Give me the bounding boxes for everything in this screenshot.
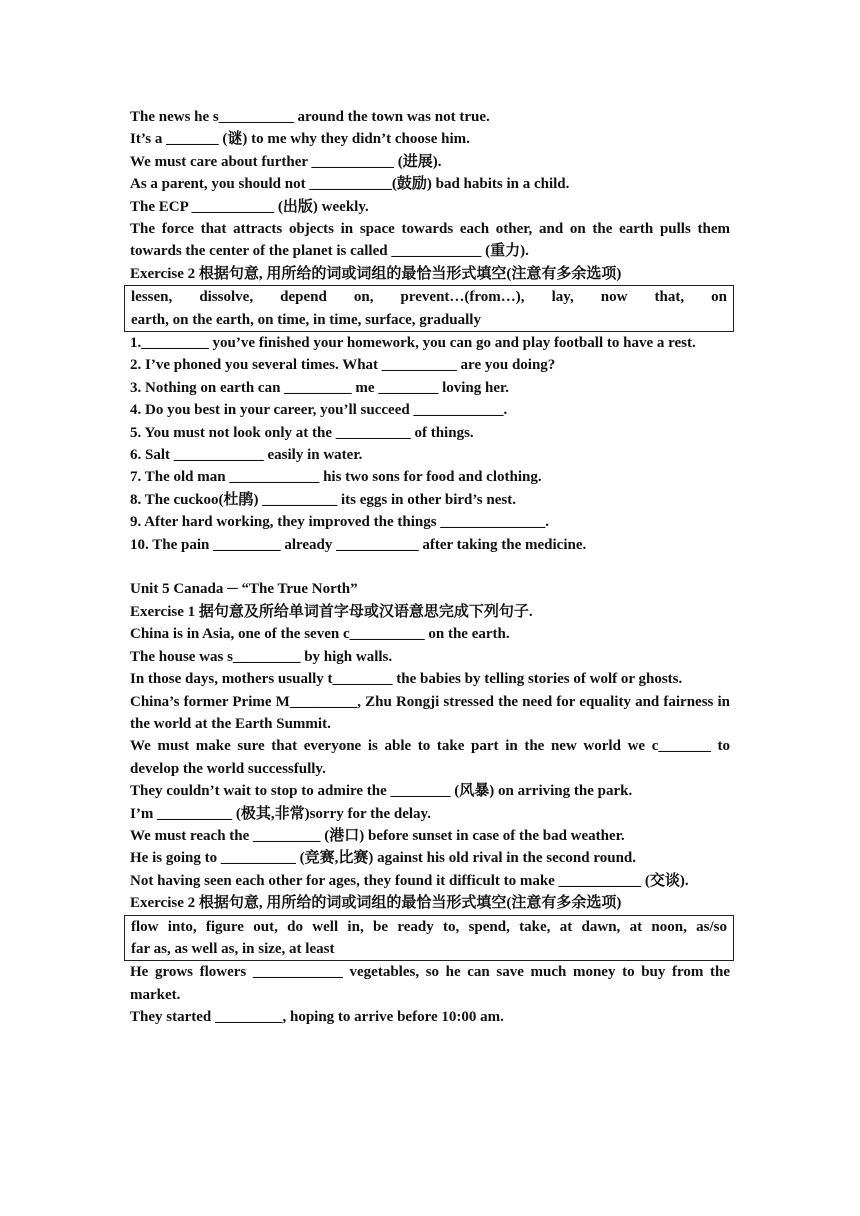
exercise-1-heading: Exercise 1 据句意及所给单词首字母或汉语意思完成下列句子. [130, 603, 533, 620]
exercise-2-heading: Exercise 2 根据句意, 用所给的词或词组的最恰当形式填空(注意有多余选项) [130, 265, 622, 282]
exercise-item: He is going to __________ (竞赛,比赛) against his old rival in the second round. [130, 850, 637, 867]
exercise-item: 1._________ you’ve finished your homework, you can go and play football to have a rest. [130, 335, 696, 352]
sentence-line: The ECP ___________ (出版) weekly. [130, 198, 369, 215]
exercise-item: 7. The old man ____________ his two sons for food and clothing. [130, 469, 542, 486]
part1-sentences [130, 106, 730, 263]
sentence-line: The force that attracts objects in space towards each other, and on the earth pulls them towards the center of the planet is called ____________ (重力). [130, 221, 730, 260]
exercise-1-items [130, 623, 730, 892]
exercise-item: In those days, mothers usually t________ the babies by telling stories of wolf or ghosts. [130, 671, 683, 688]
exercise-2-items [130, 961, 730, 1028]
exercise-item: 5. You must not look only at the __________ of things. [130, 424, 474, 441]
exercise-item: 4. Do you best in your career, you’ll succeed ____________. [130, 402, 508, 419]
word-bank-line: far as, as well as, in size, at least [131, 940, 335, 957]
exercise-item: 6. Salt ____________ easily in water. [130, 447, 363, 464]
exercise-item: China’s former Prime M_________, Zhu Rongji stressed the need for equality and fairness in the world at the Earth Summit. [130, 693, 730, 732]
exercise-item: China is in Asia, one of the seven c__________ on the earth. [130, 626, 510, 643]
exercise-item: The house was s_________ by high walls. [130, 648, 393, 665]
word-bank-line: earth, on the earth, on time, in time, surface, gradually [131, 311, 481, 328]
exercise-item: We must reach the _________ (港口) before sunset in case of the bad weather. [130, 827, 625, 844]
exercise-item: 8. The cuckoo(杜鹃) __________ its eggs in other bird’s nest. [130, 491, 516, 508]
unit-title: Unit 5 Canada ─ “The True North” [130, 581, 358, 598]
sentence-line: We must care about further ___________ (进展). [130, 153, 442, 170]
word-bank-line: lessen, dissolve, depend on, prevent…(from…), lay, now that, on [131, 289, 727, 306]
word-bank-box [124, 285, 734, 332]
word-bank-box [124, 915, 734, 962]
content-column [130, 106, 730, 1029]
exercise-item: They started _________, hoping to arrive before 10:00 am. [130, 1009, 504, 1026]
sentence-line: It’s a _______ (谜) to me why they didn’t choose him. [130, 131, 470, 148]
sentence-line: The news he s__________ around the town was not true. [130, 109, 490, 125]
exercise-item: 9. After hard working, they improved the things ______________. [130, 514, 550, 531]
exercise-item: 3. Nothing on earth can _________ me ________ loving her. [130, 379, 510, 396]
exercise-2-items [130, 332, 730, 556]
exercise-item: 10. The pain _________ already ___________ after taking the medicine. [130, 536, 587, 553]
exercise-item: Not having seen each other for ages, they found it difficult to make ___________ (交谈). [130, 872, 689, 889]
exercise-item: 2. I’ve phoned you several times. What __________ are you doing? [130, 357, 556, 374]
exercise-2-heading: Exercise 2 根据句意, 用所给的词或词组的最恰当形式填空(注意有多余选项) [130, 895, 622, 912]
exercise-item: They couldn’t wait to stop to admire the ________ (风暴) on arriving the park. [130, 783, 633, 800]
exercise-item: I’m __________ (极其,非常)sorry for the delay. [130, 805, 431, 822]
sentence-line: As a parent, you should not ___________(鼓励) bad habits in a child. [130, 176, 570, 193]
word-bank-line: flow into, figure out, do well in, be ready to, spend, take, at dawn, at noon, as/so [131, 918, 727, 935]
exercise-item: He grows flowers ____________ vegetables, so he can save much money to buy from the market. [130, 964, 730, 1003]
blank-line [130, 556, 730, 578]
exercise-item: We must make sure that everyone is able to take part in the new world we c_______ to develop the world successfully. [130, 738, 730, 777]
